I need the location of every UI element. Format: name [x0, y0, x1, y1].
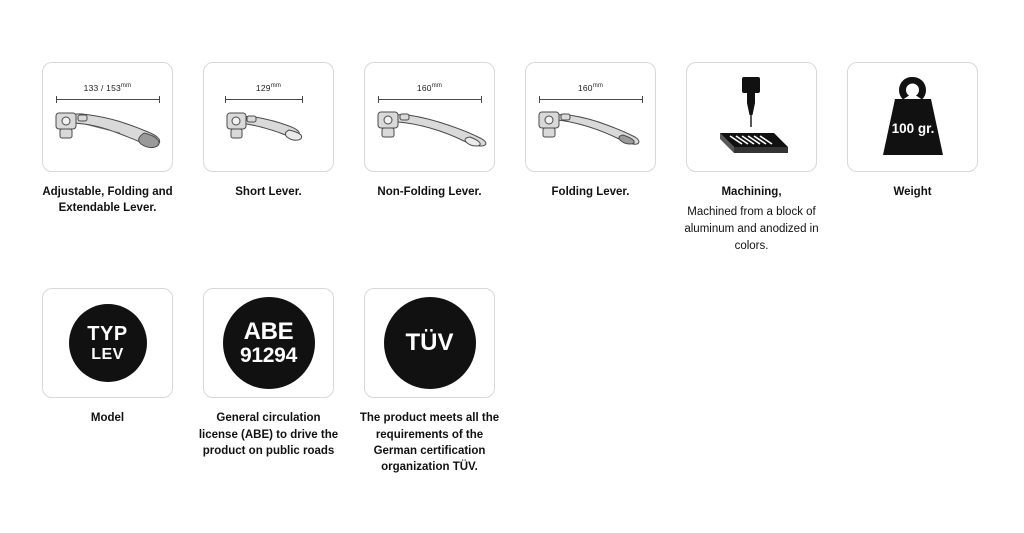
feature-tuv-certification [359, 288, 500, 475]
feature-card [42, 62, 173, 172]
lever-drawing [209, 99, 329, 157]
feature-abe-license [198, 288, 339, 459]
dimension-value: 160 [416, 83, 432, 93]
feature-card [525, 62, 656, 172]
lever-adjustable-icon [48, 69, 168, 165]
feature-card [364, 62, 495, 172]
lever-folding-icon [531, 69, 651, 165]
feature-caption: Short Lever. [235, 186, 302, 198]
model-badge-line2: LEV [91, 345, 124, 363]
feature-model [42, 288, 173, 426]
dimension-label [48, 83, 168, 93]
feature-row-2 [42, 288, 982, 475]
dimension-unit: mm [592, 83, 604, 90]
dimension-unit: mm [431, 83, 443, 90]
feature-card [847, 62, 978, 172]
tuv-badge-icon [384, 297, 476, 389]
feature-caption: General circulation license (ABE) to drive the product on public roads [198, 412, 339, 457]
dimension-value: 133 / 153 [83, 83, 121, 93]
feature-card [203, 288, 334, 398]
abe-badge-line2: 91294 [240, 344, 297, 368]
feature-caption: Adjustable, Folding and Extendable Lever. [42, 186, 173, 215]
dimension-label [531, 83, 651, 93]
tuv-badge-line1: TÜV [405, 329, 454, 357]
feature-card [364, 288, 495, 398]
feature-card [203, 62, 334, 172]
abe-badge-icon [223, 297, 315, 389]
feature-grid [42, 62, 982, 476]
feature-caption: Folding Lever. [551, 186, 630, 198]
lever-drawing [370, 99, 490, 157]
feature-machining [686, 62, 817, 254]
dimension-value: 160 [577, 83, 593, 93]
lever-drawing [48, 99, 168, 157]
weight-value: 100 gr. [891, 121, 934, 136]
abe-badge-line1: ABE [243, 318, 294, 346]
cnc-machining-icon [700, 71, 804, 163]
feature-caption: Model [90, 412, 125, 425]
feature-non-folding-lever [364, 62, 495, 200]
feature-adjustable-folding [42, 62, 173, 217]
feature-folding-lever [525, 62, 656, 200]
feature-caption: The product meets all the requirements of the German certification organization TÜV. [359, 412, 500, 474]
dimension-label [209, 83, 329, 93]
feature-card [686, 62, 817, 172]
dimension-label [370, 83, 490, 93]
feature-caption: Machining, [721, 186, 782, 198]
dimension-unit: mm [270, 83, 282, 90]
feature-card [42, 288, 173, 398]
feature-caption: Non-Folding Lever. [377, 186, 482, 198]
weight-icon [861, 71, 965, 163]
feature-row-1 [42, 62, 982, 254]
lever-non-folding-icon [370, 69, 490, 165]
feature-short-lever [203, 62, 334, 200]
feature-subcaption: Machined from a block of aluminum and anodized in colors. [684, 206, 819, 252]
feature-caption: Weight [893, 186, 932, 198]
model-badge-line1: TYP [87, 322, 128, 345]
feature-weight [847, 62, 978, 200]
model-badge-icon [69, 304, 147, 382]
dimension-value: 129 [255, 83, 271, 93]
lever-drawing [531, 99, 651, 157]
lever-short-icon [209, 69, 329, 165]
dimension-unit: mm [120, 83, 132, 90]
